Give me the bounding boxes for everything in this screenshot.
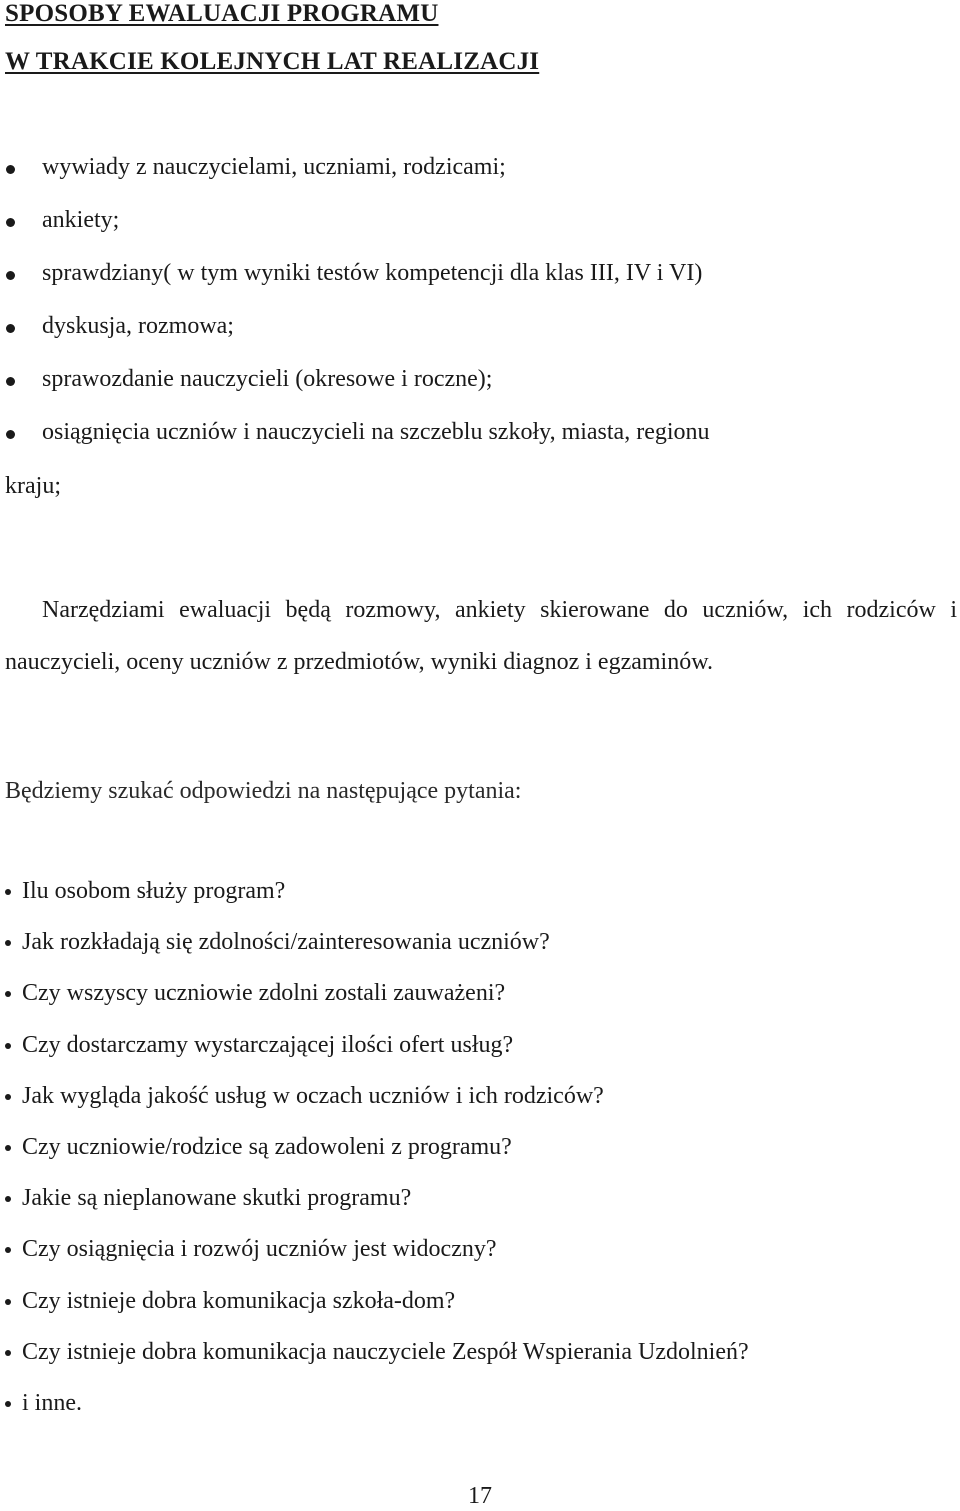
bullet-icon (5, 889, 11, 895)
list-item: Jakie są nieplanowane skutki programu? (0, 1173, 749, 1224)
list-item: Czy uczniowie/rodzice są zadowoleni z programu? (0, 1122, 749, 1173)
list-item: ankiety; (0, 194, 710, 247)
list-item: i inne. (0, 1378, 749, 1429)
bullet-icon (5, 991, 11, 997)
tools-paragraph: Narzędziami ewaluacji będą rozmowy, ankiety skierowane do uczniów, ich rodziców i nauczycieli, oceny uczniów z przedmiotów, wyniki diagnoz i egzaminów. (5, 597, 957, 675)
bullet-icon (5, 1350, 11, 1356)
list-item: Ilu osobom służy program? (0, 866, 749, 917)
section-title-line-1: SPOSOBY EWALUACJI PROGRAMU (5, 0, 439, 27)
bullet-icon (6, 271, 15, 280)
bullet-icon (5, 1299, 11, 1305)
list-item: sprawdziany( w tym wyniki testów kompetencji dla klas III, IV i VI) (0, 247, 710, 300)
evaluation-methods-list (0, 141, 710, 459)
list-item: Czy istnieje dobra komunikacja szkoła-dom? (0, 1276, 749, 1327)
bullet-icon (6, 165, 15, 174)
bullet-icon (6, 377, 15, 386)
bullet-icon (5, 1094, 11, 1100)
list-item: wywiady z nauczycielami, uczniami, rodzicami; (0, 141, 710, 194)
list-item: Czy wszyscy uczniowie zdolni zostali zauważeni? (0, 968, 749, 1019)
bullet-icon (5, 1043, 11, 1049)
list-item-continuation: kraju; (5, 473, 61, 499)
page-number: 17 (468, 1483, 492, 1509)
list-item: Jak wygląda jakość usług w oczach uczniów i ich rodziców? (0, 1071, 749, 1122)
bullet-icon (5, 940, 11, 946)
bullet-icon (6, 218, 15, 227)
list-item: osiągnięcia uczniów i nauczycieli na szczeblu szkoły, miasta, regionu (0, 406, 710, 459)
bullet-icon (5, 1145, 11, 1151)
list-item: Czy osiągnięcia i rozwój uczniów jest widoczny? (0, 1224, 749, 1275)
bullet-icon (6, 430, 15, 439)
bullet-icon (5, 1196, 11, 1202)
list-item: Czy dostarczamy wystarczającej ilości ofert usług? (0, 1020, 749, 1071)
list-item: sprawozdanie nauczycieli (okresowe i roczne); (0, 353, 710, 406)
bullet-icon (5, 1401, 11, 1407)
list-item: Jak rozkładają się zdolności/zainteresowania uczniów? (0, 917, 749, 968)
section-title-line-2: W TRAKCIE KOLEJNYCH LAT REALIZACJI (5, 48, 540, 75)
questions-intro: Będziemy szukać odpowiedzi na następujące pytania: (5, 778, 522, 804)
list-item: Czy istnieje dobra komunikacja nauczyciele Zespół Wspierania Uzdolnień? (0, 1327, 749, 1378)
list-item: dyskusja, rozmowa; (0, 300, 710, 353)
bullet-icon (5, 1247, 11, 1253)
bullet-icon (6, 324, 15, 333)
evaluation-questions-list (0, 866, 749, 1429)
